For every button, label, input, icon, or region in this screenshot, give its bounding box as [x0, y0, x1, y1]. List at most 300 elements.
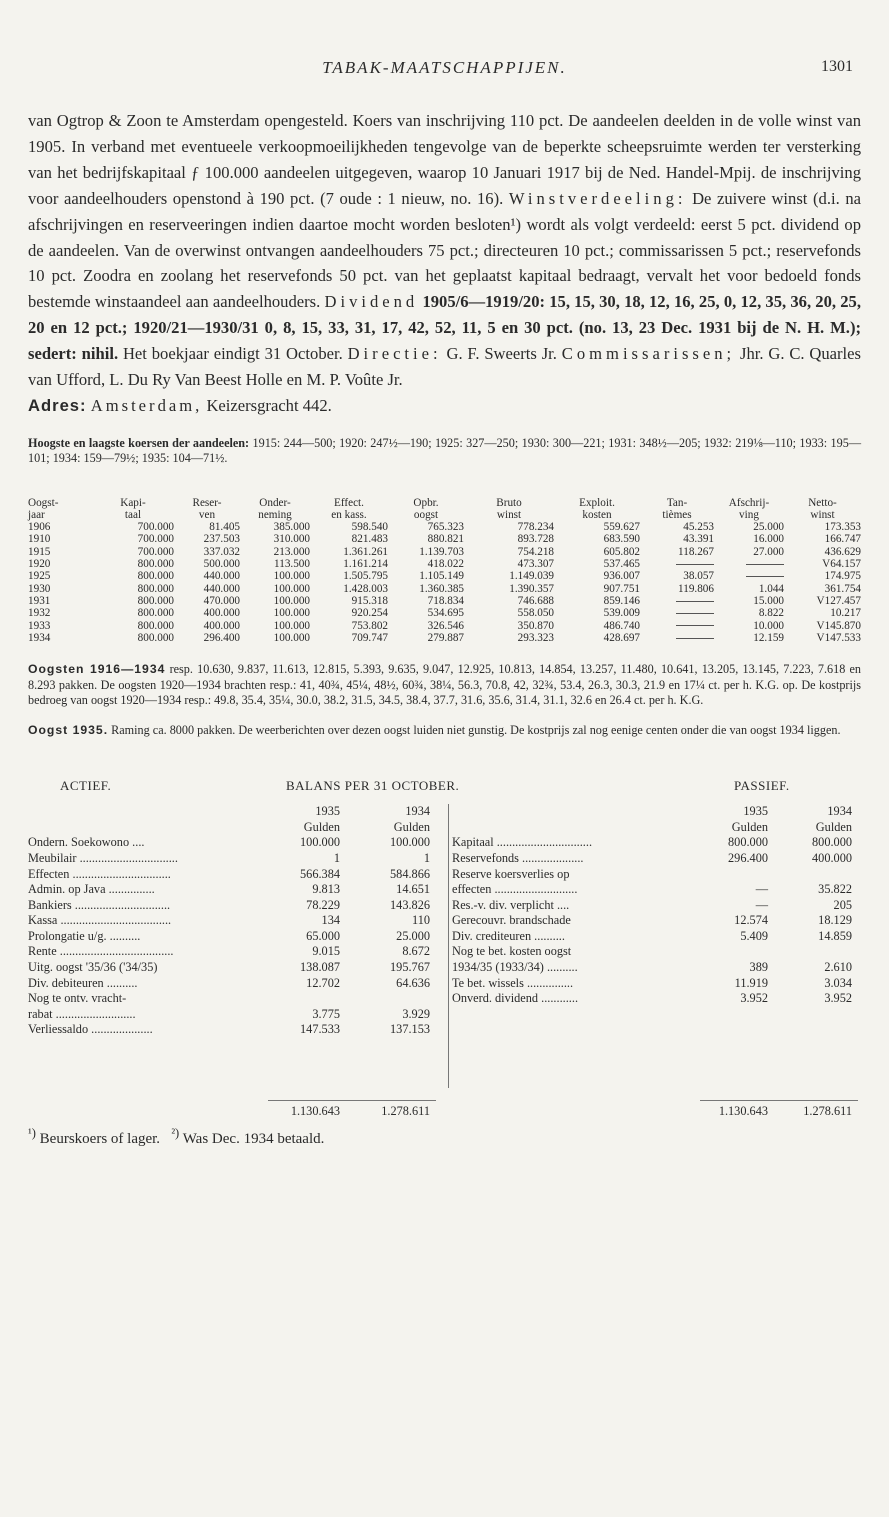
- passief-label: Gerecouvr. brandschade: [452, 913, 571, 928]
- actief-label: Uitg. oogst '35/36 ('34/35): [28, 960, 158, 975]
- actief-value: 64.636: [396, 975, 430, 990]
- actief-row: [28, 913, 446, 929]
- actief-label: Rente .....................................: [28, 944, 174, 959]
- actief-label: Verliessaldo ....................: [28, 1022, 153, 1037]
- stats-header-cell: oogst: [413, 508, 439, 521]
- table-cell: 709.747: [351, 631, 388, 644]
- table-cell: 1.361.261: [343, 545, 388, 558]
- table-row: [28, 521, 861, 533]
- table-cell: 310.000: [273, 533, 310, 546]
- table-cell: 400.000: [203, 619, 240, 632]
- table-cell: 119.806: [678, 582, 714, 595]
- table-cell: 800.000: [137, 570, 174, 583]
- passief-value: 800.000: [812, 835, 852, 850]
- actief-value: 137.153: [390, 1022, 430, 1037]
- actief-total-1934: 1.278.611: [381, 1104, 430, 1119]
- stats-header-cell: winst: [496, 508, 522, 521]
- stats-header-cell: Netto-: [808, 496, 837, 509]
- winstverdeeling-label: Winstverdeeling:: [508, 188, 687, 208]
- table-cell: 486.740: [603, 619, 640, 632]
- table-cell: 296.400: [203, 631, 240, 644]
- statistics-table: [28, 497, 861, 645]
- table-cell: 118.267: [678, 545, 714, 558]
- table-cell: 936.007: [603, 570, 640, 583]
- table-cell: 893.728: [517, 533, 554, 546]
- stats-header-cell: Reser-: [192, 496, 222, 509]
- table-cell: 1915: [28, 545, 51, 558]
- passief-row: [452, 929, 861, 945]
- table-cell: 385.000: [273, 521, 310, 534]
- passief-value: 400.000: [812, 850, 852, 865]
- table-cell: 718.834: [427, 594, 464, 607]
- table-cell: 100.000: [273, 607, 310, 620]
- table-cell: 166.747: [824, 533, 861, 546]
- table-cell: 440.000: [203, 582, 240, 595]
- passief-value: 3.034: [824, 975, 852, 990]
- stats-header-cell: Tan-: [666, 496, 688, 509]
- actief-row: [28, 882, 446, 898]
- table-cell: 8.822: [758, 607, 784, 620]
- balance-columns: [28, 804, 861, 1104]
- table-cell: 880.821: [427, 533, 464, 546]
- actief-value: 65.000: [306, 928, 340, 943]
- page-body: [28, 108, 861, 1148]
- table-cell: 81.405: [209, 521, 240, 534]
- actief-value: 1: [333, 850, 340, 865]
- balance-sheet: [28, 778, 861, 1148]
- oogsten-paragraph: [28, 662, 861, 709]
- passief-row: [452, 960, 861, 976]
- dividend-label: Dividend: [324, 292, 419, 312]
- actief-value: 12.702: [306, 975, 340, 990]
- oogst1935-paragraph: [28, 723, 861, 739]
- actief-row: [28, 1007, 446, 1023]
- passief-label: Te bet. wissels ...............: [452, 975, 574, 990]
- stats-header-cell: Onder-: [259, 496, 291, 509]
- actief-label: Ondern. Soekowono ....: [28, 835, 145, 850]
- actief-row: [28, 929, 446, 945]
- actief-year2: 1934: [405, 804, 430, 819]
- winstverdeeling-text: De zuivere winst (d.i. na afschrijvingen en reserveeringen indien daartoe mocht worden besloten¹) wordt als volgt verdeeld: eerst 5 pct. dividend op de aandeelen. Van de overwinst ontvangen aandeelhouders 75 pct.; directeuren 10 pct.; commissarissen 5 pct.; reservefonds 10 pct. Zoodra en zoolang het reservefonds 50 pct. van het geplaatst kapitaal bedraagt, vervalt het voor bedoeld fonds bestemde winstaandeel aan aandeelhouders.: [28, 188, 861, 312]
- table-cell: 400.000: [203, 607, 240, 620]
- passief-year-header: [452, 804, 861, 820]
- commissarissen-text: Jhr. G. C. Quarles van Ufford, L. Du Ry Van Beest Holle en M. P. Voûte Jr.: [28, 344, 861, 390]
- boekjaar-text: Het boekjaar eindigt 31 October.: [122, 344, 343, 364]
- table-cell: 350.870: [517, 619, 554, 632]
- table-cell: 1931: [28, 594, 51, 607]
- actief-label: Kassa ....................................: [28, 913, 172, 928]
- actief-row: [28, 835, 446, 851]
- passief-value: 3.952: [740, 991, 768, 1006]
- actief-label: Bankiers ...............................: [28, 897, 171, 912]
- table-cell: 473.307: [517, 558, 554, 571]
- table-cell: 113.500: [274, 558, 310, 571]
- table-cell: 700.000: [137, 545, 174, 558]
- actief-label: Effecten ................................: [28, 866, 171, 881]
- balance-divider: [448, 804, 449, 1088]
- actief-total-1935: 1.130.643: [290, 1104, 340, 1119]
- passief-label: PASSIEF.: [734, 778, 790, 794]
- passief-label: Kapitaal ...............................: [452, 835, 593, 850]
- table-cell: 1.428.003: [343, 582, 388, 595]
- passief-value: 2.610: [824, 960, 852, 975]
- stats-header-cell: jaar: [28, 508, 45, 521]
- actief-value: 8.672: [402, 944, 430, 959]
- table-cell: 428.697: [603, 631, 640, 644]
- balance-heading: [28, 778, 861, 798]
- actief-row: [28, 867, 446, 883]
- table-cell: 10.217: [830, 607, 861, 620]
- address-label: Adres:: [28, 395, 87, 415]
- table-cell: [640, 607, 714, 619]
- stats-header-cell: Opbr.: [413, 496, 439, 509]
- table-row: [28, 632, 861, 644]
- table-row: [28, 607, 861, 619]
- table-cell: V145.870: [816, 619, 861, 632]
- table-cell: V147.533: [816, 631, 861, 644]
- table-cell: 1.044: [758, 582, 784, 595]
- table-cell: 25.000: [753, 521, 784, 534]
- table-cell: [640, 558, 714, 570]
- table-cell: 1.390.357: [509, 582, 554, 595]
- table-cell: 754.218: [517, 545, 554, 558]
- table-cell: 1930: [28, 582, 51, 595]
- actief-value: 25.000: [396, 928, 430, 943]
- passief-label: Reservefonds ....................: [452, 850, 584, 865]
- actief-total-rule: [268, 1100, 436, 1101]
- table-cell: 1920: [28, 558, 51, 571]
- table-cell: 16.000: [753, 533, 784, 546]
- table-cell: 1.105.149: [419, 570, 464, 583]
- intro-text: van Ogtrop & Zoon te Amsterdam opengesteld. Koers van inschrijving 110 pct. De aandeelen deelden in de volle winst van 1905. In verband met eventueele verkoopmoeilijkheden tengevolge van de beperkte scheepsruimte werden ter versterking van het bedrijfskapitaal ƒ 100.000 aandeelen uitgegeven, waarop 10 Januari 1917 bij de Ned. Handel-Mpij. de inschrijving voor aandeelhouders openstond à 190 pct. (7 oude : 1 nieuw, no. 16).: [28, 111, 861, 208]
- footnote-2-text: Was Dec. 1934 betaald.: [182, 1131, 325, 1148]
- table-cell: 915.318: [351, 594, 388, 607]
- table-row: [28, 558, 861, 570]
- passief-unit1: Gulden: [731, 819, 768, 834]
- table-cell: 800.000: [137, 631, 174, 644]
- passief-total-rule: [700, 1100, 858, 1101]
- actief-unit1: Gulden: [303, 819, 340, 834]
- stats-header-cell: Oogst-: [28, 496, 59, 509]
- stats-header-cell: Exploit.: [579, 496, 615, 509]
- actief-row: [28, 976, 446, 992]
- table-cell: 100.000: [273, 570, 310, 583]
- table-cell: 100.000: [273, 631, 310, 644]
- table-cell: 1932: [28, 607, 51, 620]
- passief-year2: 1934: [827, 804, 852, 819]
- table-cell: 821.483: [351, 533, 388, 546]
- empty-dash: [746, 564, 784, 565]
- passief-label: Div. crediteuren ..........: [452, 928, 565, 943]
- koersen-text: 1915: 244—500; 1920: 247½—190; 1925: 327—250; 1930: 300—221; 1931: 348½—205; 1932: 219⅛—110; 1933: 195—101; 1934: 159—79½; 1935: 104—71½.: [28, 435, 862, 466]
- table-cell: 15.000: [753, 594, 784, 607]
- oogst1935-label: Oogst 1935.: [28, 722, 109, 737]
- empty-dash: [676, 564, 714, 565]
- table-cell: 765.323: [427, 521, 464, 534]
- koersen-label: Hoogste en laagste koersen der aandeelen:: [28, 435, 250, 450]
- actief-value: 566.384: [300, 866, 340, 881]
- table-cell: 1925: [28, 570, 51, 583]
- actief-value: 110: [412, 913, 430, 928]
- table-cell: 537.465: [603, 558, 640, 571]
- stats-header-cell: winst: [810, 508, 835, 521]
- passief-value: 11.919: [734, 975, 768, 990]
- stats-header-row-2: [28, 509, 861, 521]
- table-cell: 100.000: [273, 594, 310, 607]
- company-description: [28, 108, 861, 393]
- actief-value: 9.015: [312, 944, 340, 959]
- actief-row: [28, 898, 446, 914]
- table-cell: 173.353: [824, 521, 861, 534]
- table-cell: 700.000: [137, 533, 174, 546]
- address-line: [28, 393, 861, 419]
- passief-value: 35.822: [818, 882, 852, 897]
- table-cell: 778.234: [517, 521, 554, 534]
- stats-header-row-1: [28, 497, 861, 509]
- stats-header-cell: Effect.: [334, 496, 364, 509]
- actief-value: 138.087: [300, 960, 340, 975]
- table-cell: 1.360.385: [419, 582, 464, 595]
- passief-value: 3.952: [824, 991, 852, 1006]
- balance-totals: [28, 1104, 861, 1120]
- table-row: [28, 620, 861, 632]
- table-cell: 683.590: [603, 533, 640, 546]
- table-cell: 12.159: [753, 631, 784, 644]
- table-cell: 746.688: [517, 594, 554, 607]
- passief-row: [452, 898, 861, 914]
- table-row: [28, 595, 861, 607]
- passief-value: 800.000: [728, 835, 768, 850]
- passief-value: —: [755, 882, 768, 897]
- table-cell: 326.546: [427, 619, 464, 632]
- stats-header-cell: Bruto: [496, 496, 522, 509]
- table-cell: [640, 632, 714, 644]
- actief-value: 9.813: [312, 882, 340, 897]
- passief-value: 12.574: [734, 913, 768, 928]
- actief-year1: 1935: [315, 804, 340, 819]
- address-city: Amsterdam,: [90, 395, 203, 415]
- actief-value: 134: [321, 913, 340, 928]
- actief-value: 78.229: [306, 897, 340, 912]
- actief-value: 100.000: [390, 835, 430, 850]
- table-cell: 237.503: [203, 533, 240, 546]
- table-cell: 1.505.795: [343, 570, 388, 583]
- table-cell: V127.457: [816, 594, 861, 607]
- footnote-1-text: Beurskoers of lager.: [39, 1131, 161, 1148]
- table-cell: 279.887: [427, 631, 464, 644]
- passief-label: effecten ...........................: [452, 882, 578, 897]
- table-cell: 800.000: [137, 619, 174, 632]
- footnote-2-marker: ²): [171, 1126, 180, 1141]
- actief-label: Nog te ontv. vracht-: [28, 991, 127, 1006]
- footnotes: [28, 1126, 861, 1148]
- passief-row: [452, 991, 861, 1007]
- actief-value: 14.651: [396, 882, 430, 897]
- table-cell: 859.146: [603, 594, 640, 607]
- actief-label: Prolongatie u/g. ..........: [28, 928, 141, 943]
- empty-dash: [676, 638, 714, 639]
- actief-row: [28, 960, 446, 976]
- table-row: [28, 546, 861, 558]
- table-cell: 558.050: [517, 607, 554, 620]
- actief-unit-header: [28, 820, 446, 836]
- actief-year-header: [28, 804, 446, 820]
- stats-header-cell: taal: [124, 508, 142, 521]
- dividend-text: 1905/6—1919/20: 15, 15, 30, 18, 12, 16, 25, 0, 12, 35, 36, 20, 25, 20 en 12 pct.; 1920/21—1930/31 0, 8, 15, 33, 31, 17, 42, 52, 11, 5 en 30 pct. (no. 13, 23 Dec. 1931 bij de N. H. M.); sedert: nihil.: [28, 292, 861, 364]
- oogst1935-text: Raming ca. 8000 pakken. De weerberichten over dezen oogst luiden niet gunstig. De kostprijs zal nog eenige centen onder die van oogst 1934 liggen.: [111, 722, 841, 737]
- passief-unit2: Gulden: [815, 819, 852, 834]
- table-cell: 1933: [28, 619, 51, 632]
- table-cell: 43.391: [683, 533, 714, 546]
- table-cell: 800.000: [137, 607, 174, 620]
- actief-row: [28, 851, 446, 867]
- commissarissen-label: Commissarissen;: [561, 344, 736, 364]
- table-cell: 800.000: [137, 558, 174, 571]
- table-cell: 10.000: [753, 619, 784, 632]
- actief-row: [28, 1022, 446, 1038]
- passief-row: [452, 976, 861, 992]
- passief-label: Reserve koersverlies op: [452, 866, 570, 881]
- passief-label: Nog te bet. kosten oogst: [452, 944, 572, 959]
- table-cell: 907.751: [603, 582, 640, 595]
- stats-header-cell: ven: [198, 508, 216, 521]
- actief-column: [28, 804, 446, 1038]
- empty-dash: [746, 576, 784, 577]
- table-cell: 534.695: [427, 607, 464, 620]
- table-cell: [640, 595, 714, 607]
- table-cell: 1.149.039: [509, 570, 554, 583]
- table-cell: 753.802: [351, 619, 388, 632]
- passief-row: [452, 882, 861, 898]
- passief-label: Res.-v. div. verplicht ....: [452, 897, 570, 912]
- address-street: Keizersgracht 442.: [206, 395, 332, 415]
- passief-row: [452, 867, 861, 883]
- actief-row: [28, 991, 446, 1007]
- passief-unit-header: [452, 820, 861, 836]
- passief-column: [452, 804, 861, 1007]
- running-head: [0, 58, 889, 82]
- table-cell: 27.000: [753, 545, 784, 558]
- table-cell: 174.975: [824, 570, 861, 583]
- table-cell: 361.754: [824, 582, 861, 595]
- actief-label: Admin. op Java ...............: [28, 882, 155, 897]
- actief-value: 143.826: [390, 897, 430, 912]
- table-cell: 800.000: [137, 594, 174, 607]
- table-cell: 605.802: [603, 545, 640, 558]
- table-cell: 436.629: [824, 545, 861, 558]
- table-cell: 100.000: [273, 619, 310, 632]
- stats-header-cell: tièmes: [662, 508, 692, 521]
- actief-value: 195.767: [390, 960, 430, 975]
- table-cell: 920.254: [351, 607, 388, 620]
- passief-value: 14.859: [818, 928, 852, 943]
- table-cell: 418.022: [427, 558, 464, 571]
- table-cell: [640, 620, 714, 632]
- footnote-1-marker: ¹): [28, 1126, 36, 1141]
- actief-label: ACTIEF.: [60, 778, 112, 794]
- passief-row: [452, 851, 861, 867]
- table-cell: 500.000: [203, 558, 240, 571]
- directie-label: Directie:: [347, 344, 442, 364]
- passief-year1: 1935: [743, 804, 768, 819]
- table-cell: 213.000: [273, 545, 310, 558]
- stats-header-cell: kosten: [582, 508, 612, 521]
- passief-row: [452, 944, 861, 960]
- stats-header-cell: en kass.: [331, 508, 367, 521]
- table-cell: V64.157: [822, 558, 861, 571]
- passief-value: 18.129: [818, 913, 852, 928]
- table-cell: 470.000: [203, 594, 240, 607]
- stats-header-cell: neming: [258, 508, 292, 521]
- actief-value: 100.000: [300, 835, 340, 850]
- table-cell: 1910: [28, 533, 51, 546]
- koersen-paragraph: [28, 436, 861, 467]
- table-cell: 45.253: [683, 521, 714, 534]
- empty-dash: [676, 601, 714, 602]
- passief-value: 389: [749, 960, 768, 975]
- actief-unit2: Gulden: [393, 819, 430, 834]
- balance-title: BALANS PER 31 OCTOBER.: [286, 778, 460, 794]
- table-row: [28, 570, 861, 582]
- passief-label: 1934/35 (1933/34) ..........: [452, 960, 578, 975]
- actief-value: 3.775: [312, 1006, 340, 1021]
- passief-value: 5.409: [740, 928, 768, 943]
- page-number: 1301: [821, 58, 853, 75]
- oogsten-label: Oogsten 1916—1934: [28, 662, 166, 677]
- actief-label: Div. debiteuren ..........: [28, 975, 138, 990]
- actief-value: 1: [423, 850, 430, 865]
- passief-label: Onverd. dividend ............: [452, 991, 579, 1006]
- table-cell: 440.000: [203, 570, 240, 583]
- table-cell: 293.323: [517, 631, 554, 644]
- table-cell: 1.161.214: [343, 558, 388, 571]
- passief-value: 296.400: [728, 850, 768, 865]
- empty-dash: [676, 613, 714, 614]
- table-cell: 539.009: [603, 607, 640, 620]
- actief-value: 3.929: [402, 1006, 430, 1021]
- table-cell: 337.032: [203, 545, 240, 558]
- table-cell: 100.000: [273, 582, 310, 595]
- passief-row: [452, 913, 861, 929]
- table-row: [28, 533, 861, 545]
- running-title: TABAK-MAATSCHAPPIJEN.: [322, 58, 567, 77]
- actief-label: rabat ..........................: [28, 1006, 136, 1021]
- passief-value: —: [755, 897, 768, 912]
- passief-row: [452, 835, 861, 851]
- stats-header-cell: Afschrij-: [728, 496, 770, 509]
- table-row: [28, 583, 861, 595]
- oogsten-text: resp. 10.630, 9.837, 11.613, 12.815, 5.393, 9.635, 9.047, 12.925, 10.813, 14.854, 13.257, 11.480, 10.641, 13.205, 13.145, 7.223, 7.618 en 8.293 pakken. De oogsten 1920—1934 brachten resp.: 41, 40¾, 45¼, 48½, 60¾, 38¼, 56.3, 70.8, 42, 32¾, 53.4, 26.3, 30.3, 21.9 en 17¼ ct. per h. K.G. op. De kostprijs bedroeg van oogst 1920—1934 resp.: 49.8, 35.4, 35¼, 30.0, 38.2, 31.5, 34.5, 38.4, 37.7, 31.6, 35.6, 31.4, 31.1, 32.6 en 26.4 ct. per h. K.G.: [28, 662, 862, 708]
- passief-value: 205: [833, 897, 852, 912]
- table-cell: [714, 558, 784, 570]
- actief-value: 147.533: [300, 1022, 340, 1037]
- table-cell: 1934: [28, 631, 51, 644]
- table-cell: 800.000: [137, 582, 174, 595]
- table-cell: 598.540: [351, 521, 388, 534]
- stats-header-cell: ving: [739, 508, 759, 521]
- passief-total-1935: 1.130.643: [718, 1104, 768, 1119]
- empty-dash: [676, 625, 714, 626]
- table-cell: 700.000: [137, 521, 174, 534]
- actief-value: 584.866: [390, 866, 430, 881]
- directie-text: G. F. Sweerts Jr.: [446, 344, 557, 364]
- table-cell: 1.139.703: [419, 545, 464, 558]
- stats-header-cell: Kapi-: [120, 496, 146, 509]
- table-cell: 1906: [28, 521, 51, 534]
- actief-label: Meubilair ................................: [28, 850, 178, 865]
- table-cell: [714, 570, 784, 582]
- passief-total-1934: 1.278.611: [803, 1104, 852, 1119]
